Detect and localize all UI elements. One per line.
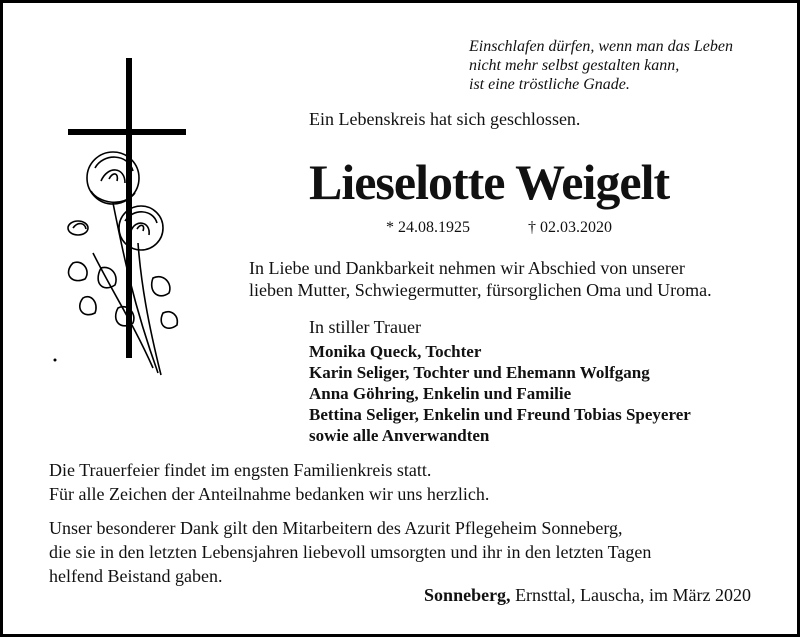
signoff	[424, 585, 751, 606]
thanks-line: Unser besonderer Dank gilt den Mitarbeitern des Azurit Pflegeheim Sonneberg,	[49, 518, 623, 538]
thanks-notice	[49, 516, 651, 588]
thanks-line: die sie in den letzten Lebensjahren liebevoll umsorgten und ihr in den letzten Tagen	[49, 542, 652, 562]
mourner-item: Monika Queck, Tochter	[309, 342, 482, 361]
motto-quote	[469, 37, 733, 94]
cross-with-roses-icon	[53, 53, 193, 383]
deceased-name: Lieselotte Weigelt	[309, 154, 670, 210]
motto-line: nicht mehr selbst gestalten kann,	[469, 57, 680, 74]
motto-line: ist eine tröstliche Gnade.	[469, 76, 630, 93]
ceremony-notice	[49, 458, 489, 506]
death-date: † 02.03.2020	[528, 219, 612, 236]
mourner-item: sowie alle Anverwandten	[309, 426, 490, 445]
ceremony-line: Die Trauerfeier findet im engsten Familienkreis statt.	[49, 460, 432, 480]
motto-line: Einschlafen dürfen, wenn man das Leben	[469, 38, 733, 55]
mourners-list	[309, 341, 691, 446]
farewell-text	[249, 257, 712, 301]
mourner-item: Anna Göhring, Enkelin und Familie	[309, 384, 572, 403]
signoff-rest: Ernsttal, Lauscha, im März 2020	[510, 585, 751, 605]
mourning-heading: In stiller Trauer	[309, 317, 421, 337]
farewell-line: In Liebe und Dankbarkeit nehmen wir Abschied von unserer	[249, 258, 685, 278]
thanks-line: helfend Beistand gaben.	[49, 566, 223, 586]
birth-date: * 24.08.1925	[386, 219, 470, 236]
farewell-line: lieben Mutter, Schwiegermutter, fürsorglichen Oma und Uroma.	[249, 280, 712, 300]
intro-text: Ein Lebenskreis hat sich geschlossen.	[309, 109, 581, 129]
ceremony-line: Für alle Zeichen der Anteilnahme bedanken wir uns herzlich.	[49, 484, 490, 504]
signoff-place: Sonneberg,	[424, 585, 511, 605]
mourner-item: Karin Seliger, Tochter und Ehemann Wolfgang	[309, 363, 650, 382]
mourner-item: Bettina Seliger, Enkelin und Freund Tobias Speyerer	[309, 405, 691, 424]
